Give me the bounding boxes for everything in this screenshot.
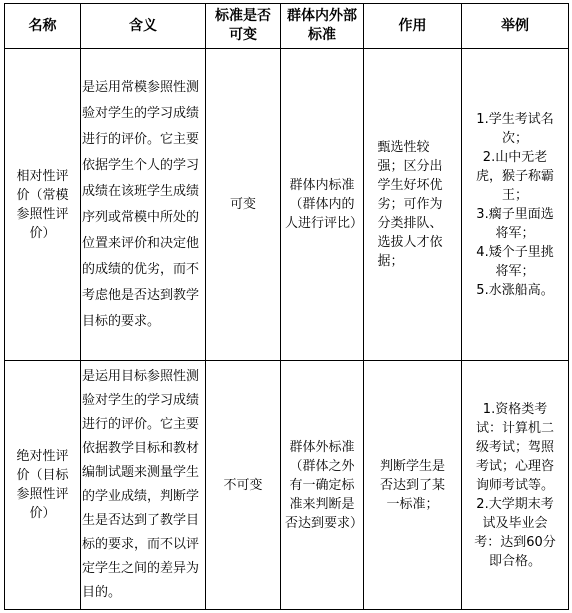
header-definition: 含义 (81, 4, 206, 49)
header-examples: 举例 (462, 4, 569, 49)
function-cell: 判断学生是否达到了某一标准； (364, 361, 462, 610)
standard-cell: 群体外标准（群体之外有一确定标准来判断是否达到要求） (281, 361, 364, 610)
examples-cell (462, 49, 569, 361)
example-item: 3.瘸子里面选将军； (476, 206, 554, 241)
table-row (5, 361, 569, 610)
example-item: 4.矮个子里挑将军； (476, 244, 554, 279)
definition-cell: 是运用常模参照性测验对学生的学习成绩进行的评价。它主要依据学生个人的学习成绩在该班学生成绩序列或常模中所处的位置来评价和决定他的成绩的优劣，而不考虑他是否达到教学目标的要求。 (81, 49, 206, 361)
header-function: 作用 (364, 4, 462, 49)
variable-cell: 可变 (206, 49, 281, 361)
name-cell: 绝对性评价（目标参照性评价） (5, 361, 81, 610)
example-item: 5.水涨船高。 (476, 282, 554, 298)
example-item: 2.山中无老虎，猴子称霸王； (475, 149, 554, 203)
examples-list (472, 110, 558, 300)
examples-list (472, 400, 558, 571)
table-row (5, 49, 569, 361)
example-item: 1.资格类考试：计算机二级考试；驾照考试；心理咨询师考试等。 (475, 401, 554, 493)
header-name: 名称 (5, 4, 81, 49)
standard-cell: 群体内标准（群体内的人进行评比） (281, 49, 364, 361)
name-cell: 相对性评价（常模参照性评价） (5, 49, 81, 361)
variable-cell: 不可变 (206, 361, 281, 610)
definition-cell: 是运用目标参照性测验对学生的学习成绩进行的评价。它主要依据教学目标和教材编制试题来测量学生的学业成绩，判断学生是否达到了教学目标的要求，而不以评定学生之间的差异为目的。 (81, 361, 206, 610)
function-cell: 甄选性较强；区分出学生好坏优劣；可作为分类排队、选拔人才依据； (364, 49, 462, 361)
evaluation-comparison-table (4, 3, 569, 610)
header-standard: 群体内外部标准 (281, 4, 364, 49)
header-row (5, 4, 569, 49)
header-variable: 标准是否可变 (206, 4, 281, 49)
example-item: 2.大学期末考试及毕业会考：达到60分即合格。 (474, 496, 556, 569)
example-item: 1.学生考试名次； (476, 111, 554, 146)
examples-cell (462, 361, 569, 610)
